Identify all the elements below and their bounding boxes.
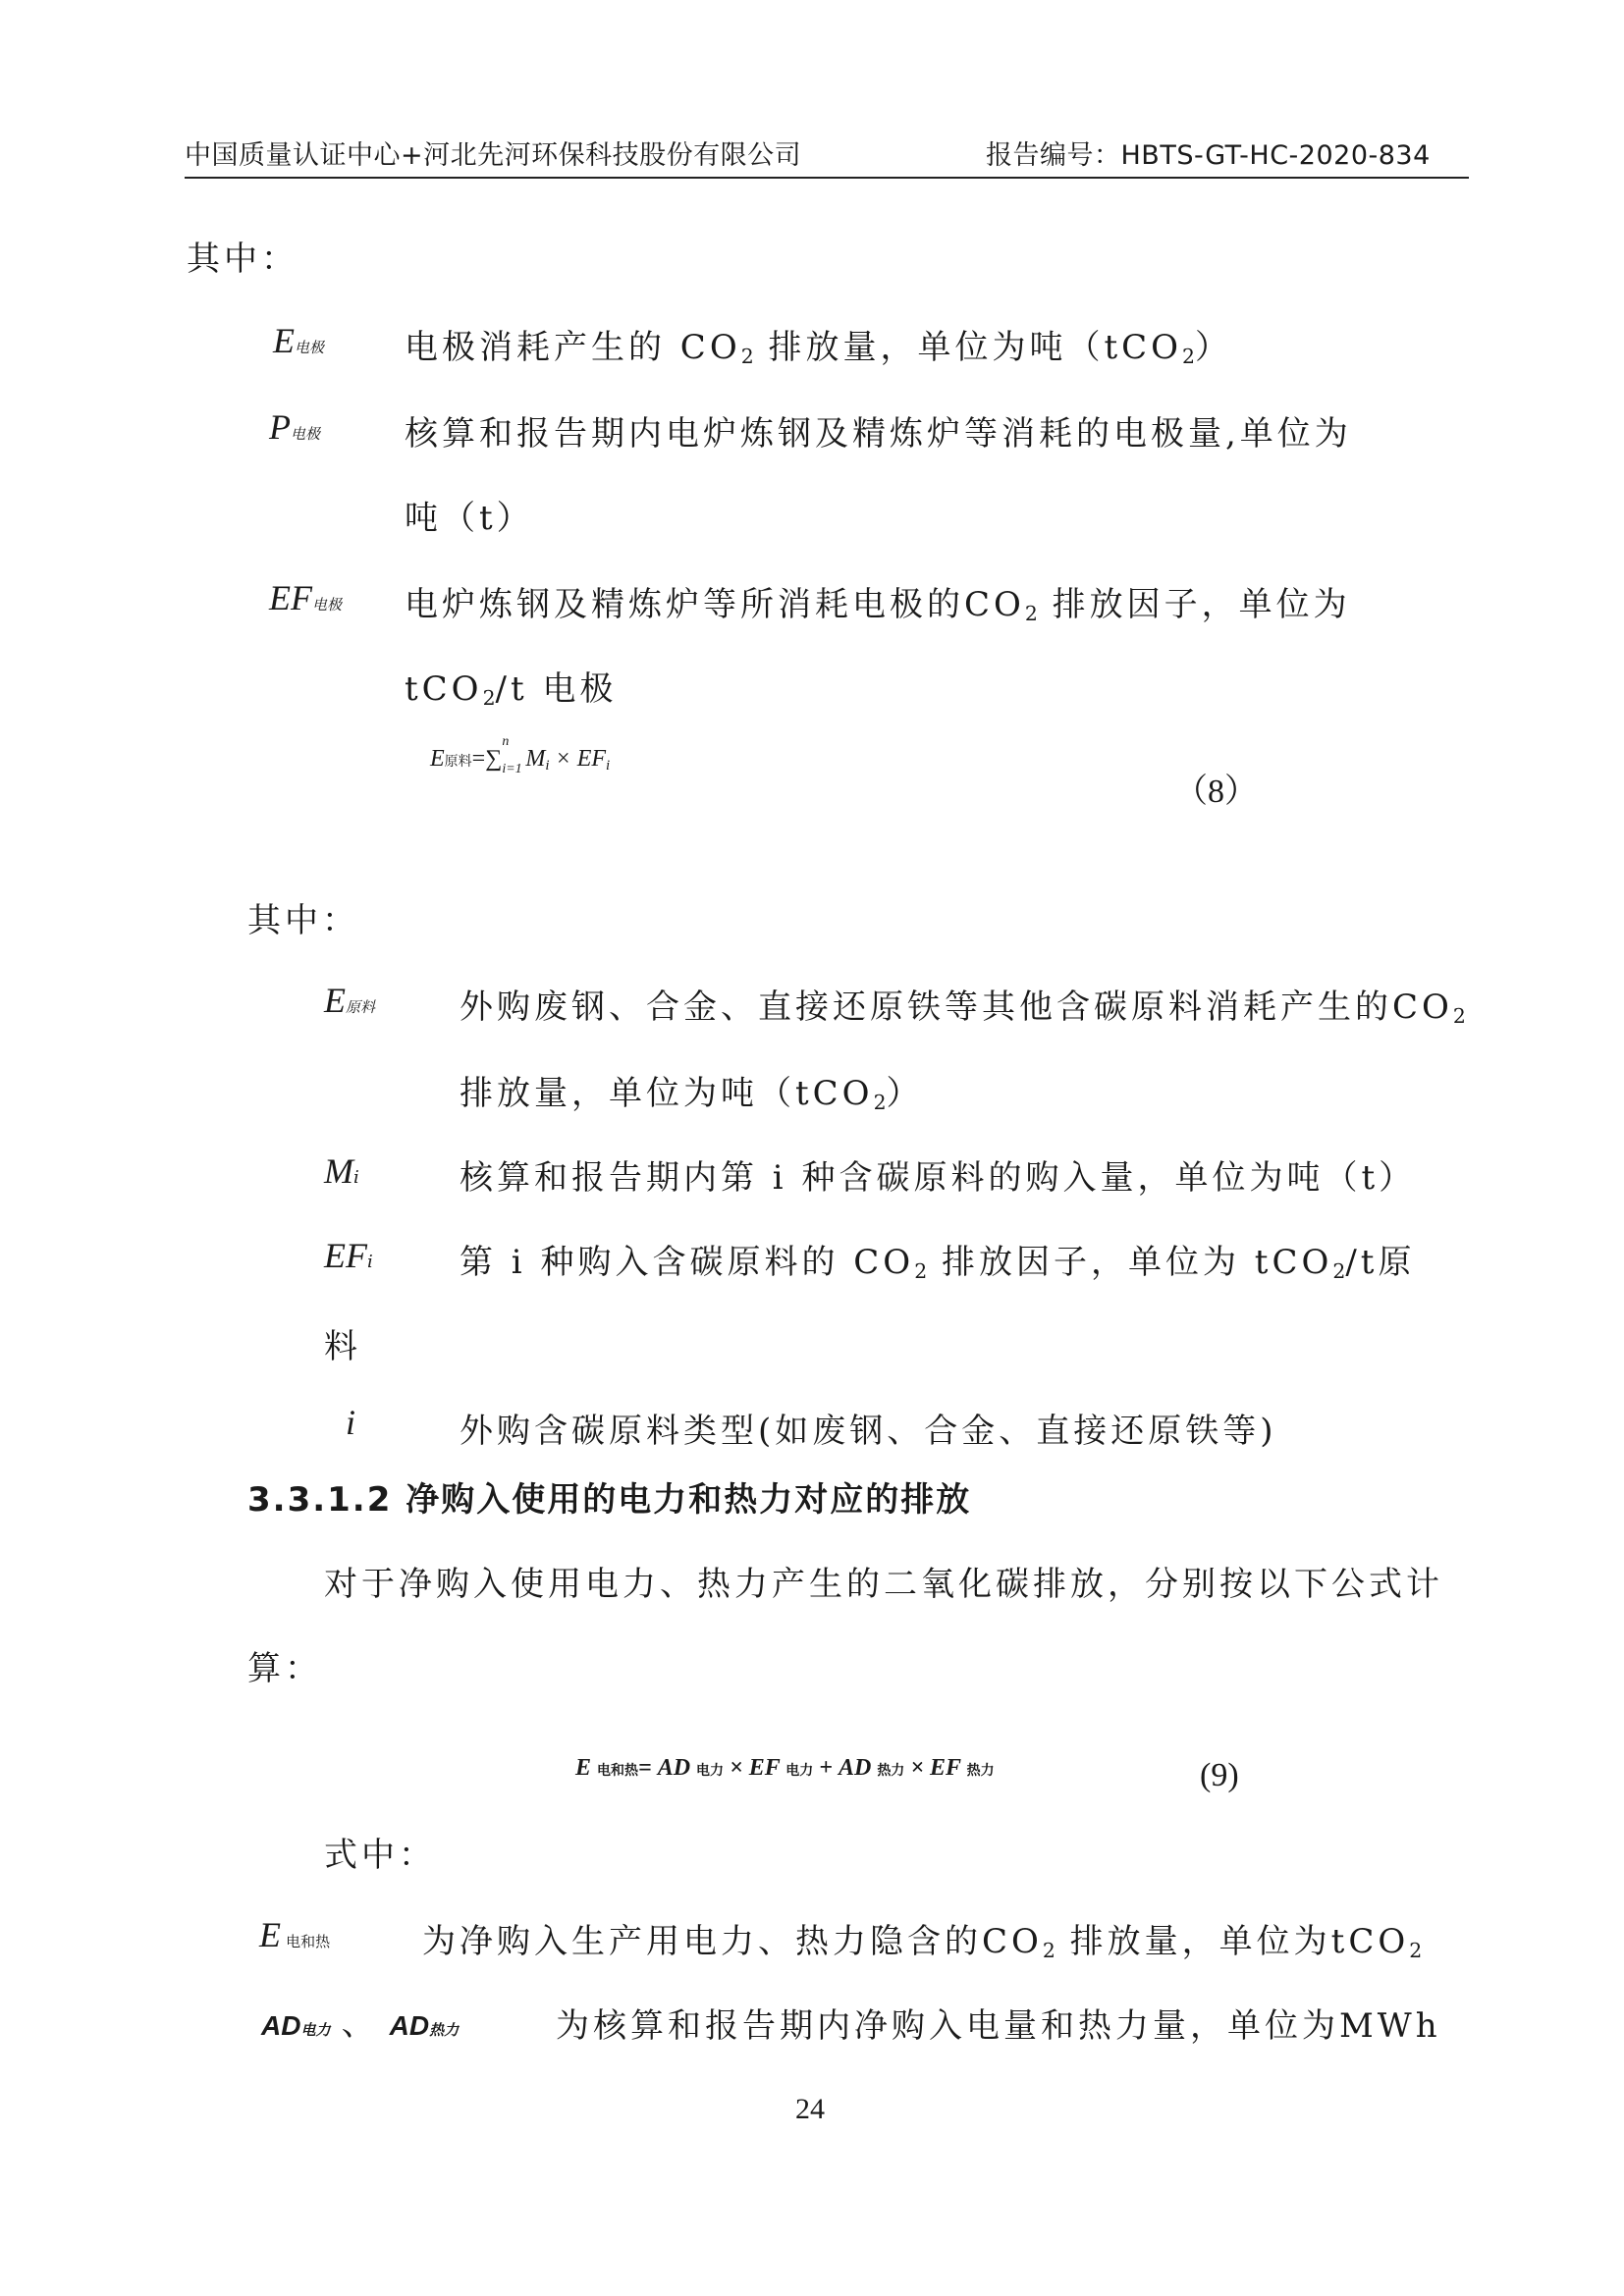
desc-p-electrode-line2: 吨（t）	[405, 499, 534, 538]
section-heading-3-3-1-2: 3.3.1.2 净购入使用的电力和热力对应的排放	[247, 1480, 972, 1520]
desc-ef-i: 第 i 种购入含碳原料的 $CO_2$ 排放因子，单位为 tCO$_2$/t原	[460, 1243, 1416, 1284]
symbol-m-i: Mi	[324, 1151, 359, 1191]
header-divider	[185, 177, 1469, 179]
desc-ad-electricity-heat: 为核算和报告期内净购入电量和热力量，单位为MWh	[556, 2006, 1441, 2046]
formula-8: E原料=∑ n i=1 Mi × EFi	[430, 734, 611, 776]
formula-8-number: （8）	[1174, 774, 1258, 810]
desc-e-electrode: 电极消耗产生的 $CO_2$ 排放量，单位为吨（tCO$_2$）	[405, 328, 1233, 369]
symbol-e-material: E原料	[324, 981, 376, 1020]
desc-e-electricity-heat: 为净购入生产用电力、热力隐含的$CO_2$ 排放量，单位为tCO$_2$	[422, 1922, 1423, 1963]
formula-9-number: (9)	[1200, 1757, 1239, 1793]
section3-paragraph-line1: 对于净购入使用电力、热力产生的二氧化碳排放，分别按以下公式计	[324, 1565, 1443, 1604]
section3-paragraph-line2: 算：	[247, 1649, 322, 1688]
formula-9: E 电和热= AD 电力 × EF 电力 + AD 热力 × EF 热力	[575, 1755, 995, 1781]
desc-e-material-line2: 排放量，单位为吨（tCO$_2$）	[460, 1074, 924, 1115]
desc-i: 外购含碳原料类型(如废钢、合金、直接还原铁等)	[460, 1412, 1277, 1451]
symbol-e-electrode: E电极	[273, 321, 325, 360]
symbol-ef-electrode: EF电极	[269, 578, 342, 617]
header-report-number: 报告编号：HBTS-GT-HC-2020-834	[986, 140, 1431, 171]
symbol-ad-electricity-heat: AD电力 、 AD热力	[261, 2004, 460, 2044]
page-number: 24	[795, 2093, 825, 2125]
symbol-p-electrode: P电极	[269, 407, 321, 447]
symbol-e-electricity-heat: E 电和热	[259, 1915, 331, 1954]
section1-intro: 其中：	[187, 240, 298, 279]
desc-p-electrode-line1: 核算和报告期内电炉炼钢及精炼炉等消耗的电极量,单位为	[405, 414, 1352, 454]
symbol-i: i	[346, 1403, 356, 1442]
desc-e-material-line1: 外购废钢、合金、直接还原铁等其他含碳原料消耗产生的$CO_2$	[460, 988, 1466, 1029]
desc-ef-electrode-line2: tCO$_2$/t 电极	[405, 669, 618, 711]
section2-intro: 其中：	[247, 901, 359, 940]
section4-intro: 式中：	[324, 1836, 436, 1875]
symbol-ef-i: EFi	[324, 1236, 373, 1275]
desc-m-i: 核算和报告期内第 i 种含碳原料的购入量，单位为吨（t）	[460, 1158, 1417, 1198]
header-organization: 中国质量认证中心+河北先河环保科技股份有限公司	[185, 140, 802, 171]
desc-ef-i-continued: 料	[324, 1327, 361, 1366]
desc-ef-electrode-line1: 电炉炼钢及精炼炉等所消耗电极的$CO_2$ 排放因子，单位为	[405, 585, 1351, 626]
